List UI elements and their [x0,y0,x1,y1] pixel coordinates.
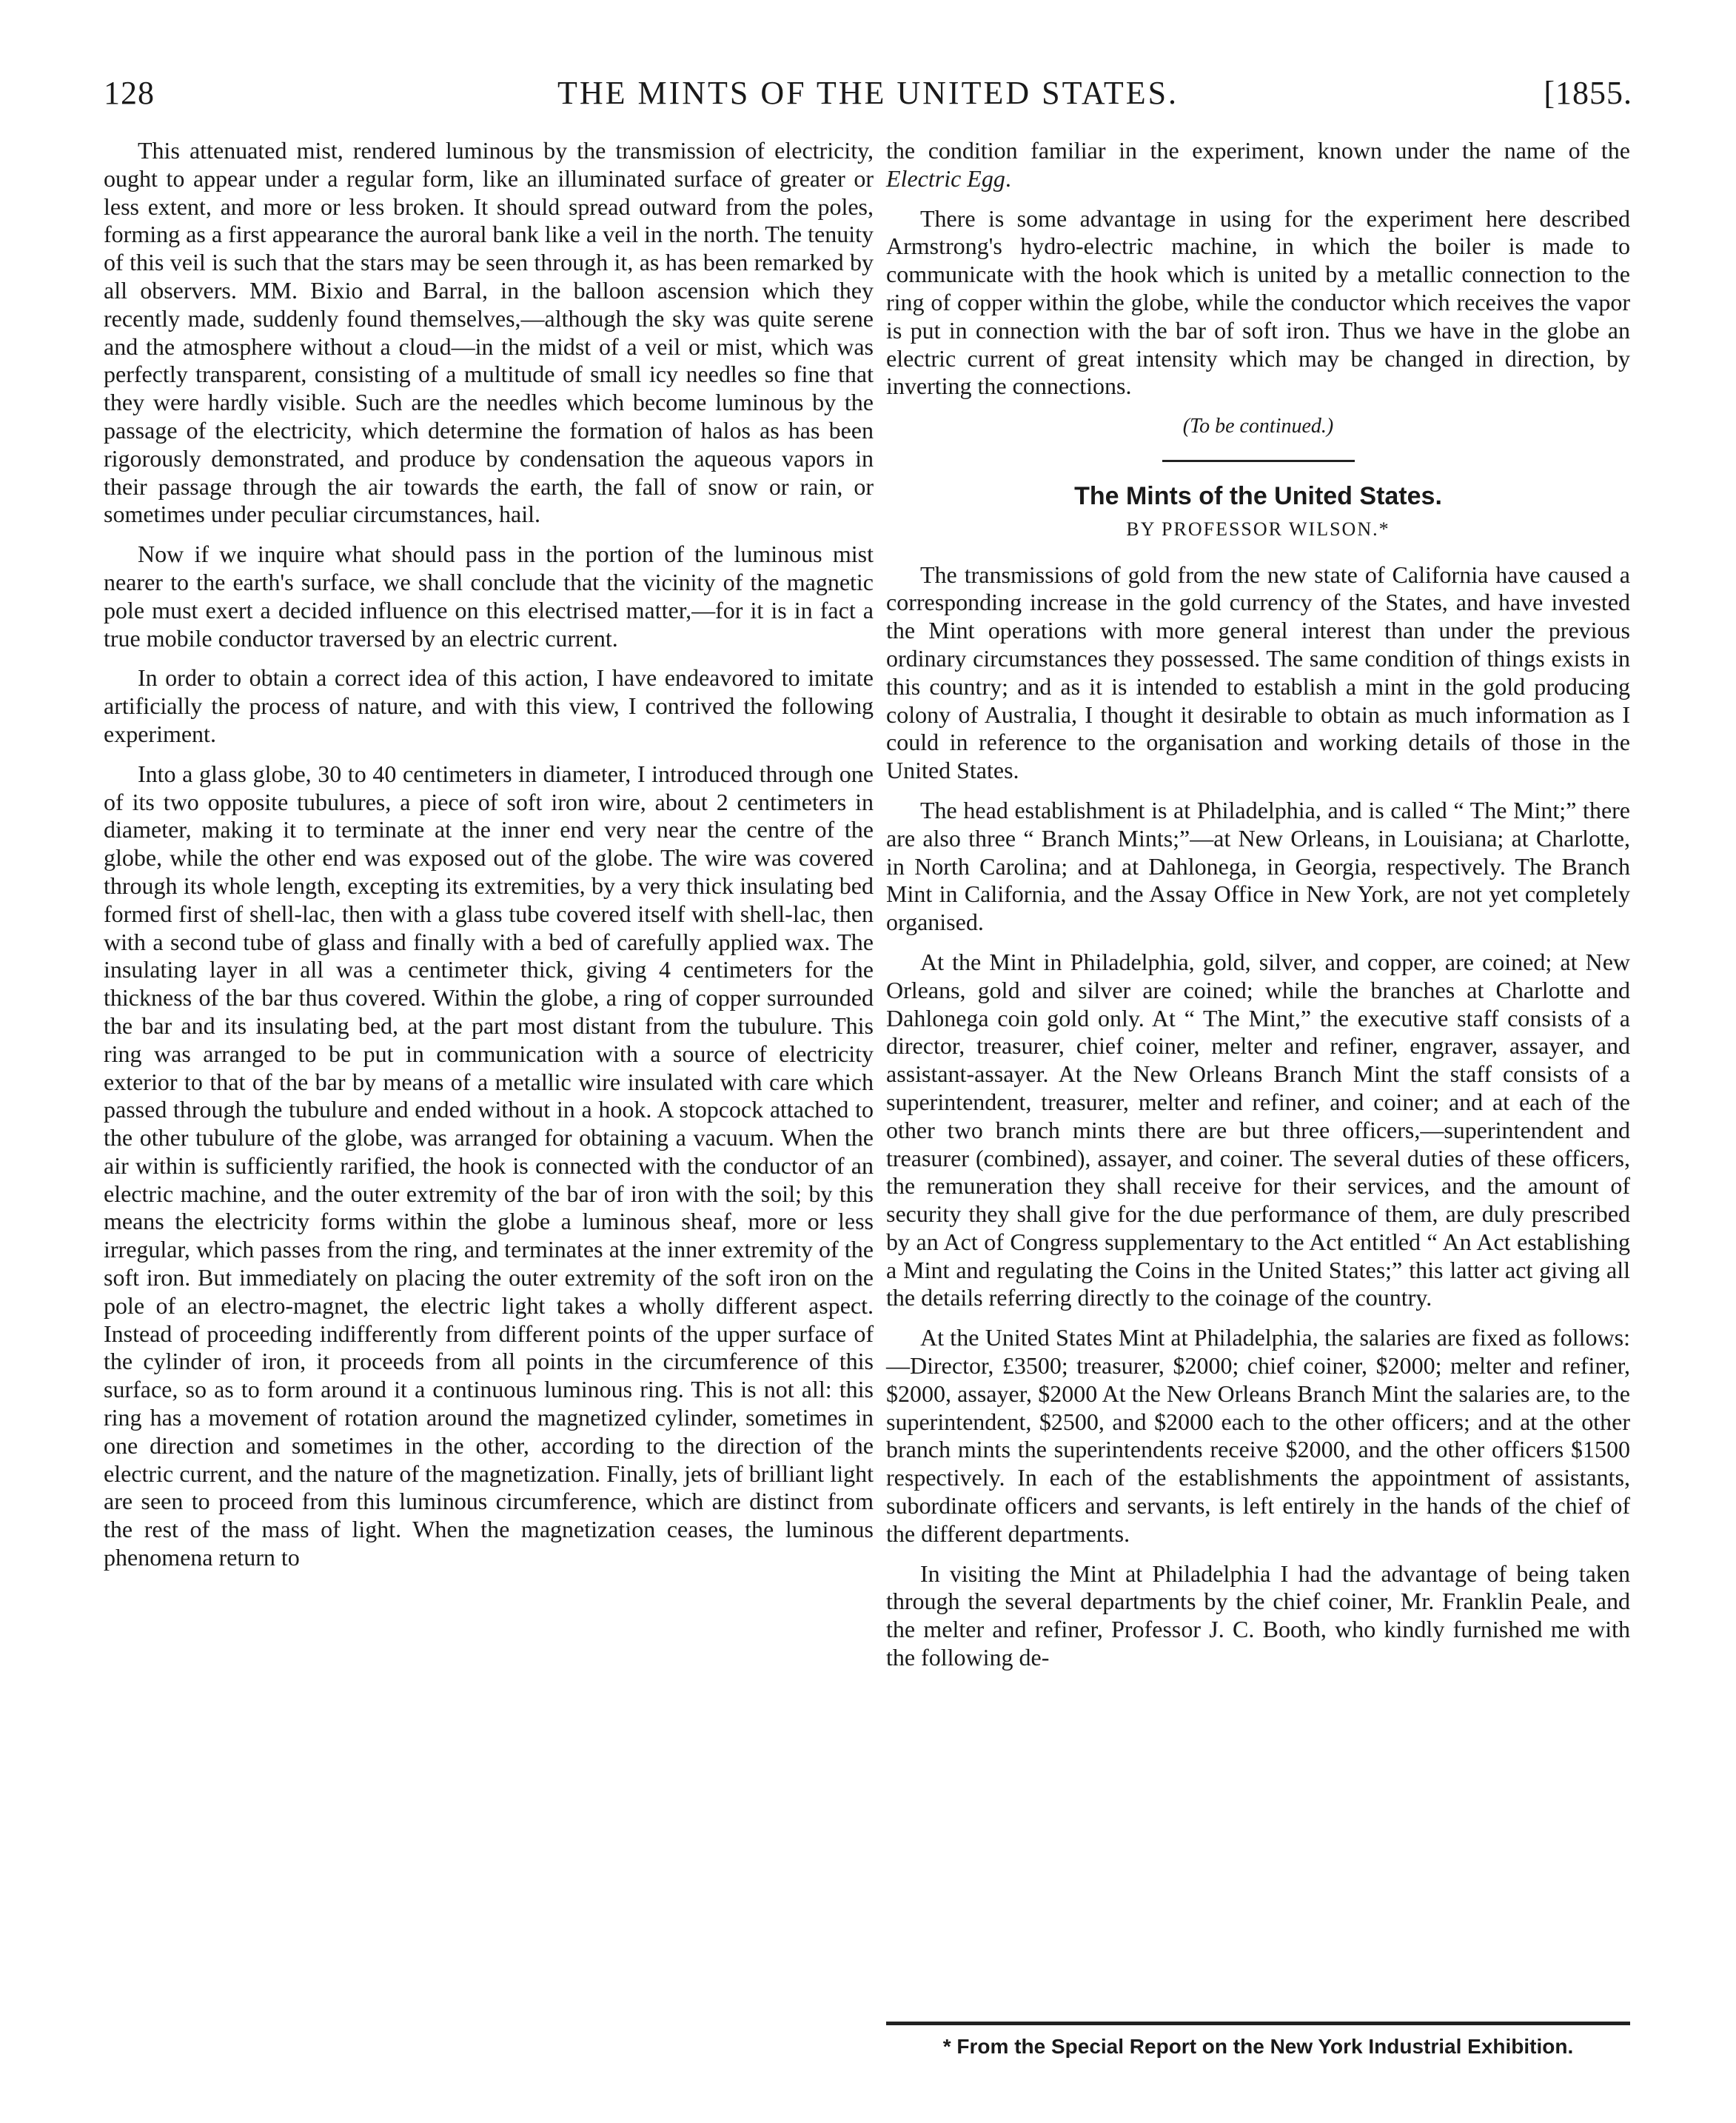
paragraph-visiting-mint: In visiting the Mint at Philadelphia I had the advantage of being taken through the several departments by the chief coiner, Mr. Franklin Peale, and the melter and refiner, Professor J. C. Booth, who kindly furnished me with the following de- [886,1559,1630,1671]
continuation-text: the condition familiar in the experiment, known under the name of the [886,137,1630,164]
running-head [104,74,1632,118]
to-be-continued-note: (To be continued.) [1182,415,1334,438]
paragraph-correct-idea: In order to obtain a correct idea of this action, I have endeavored to imitate artificially the process of nature, and with this view, I contrived the following experiment. [104,664,874,747]
running-title: THE MINTS OF THE UNITED STATES. [557,75,1179,111]
left-column [104,137,874,1584]
paragraph-continuation [886,137,1630,193]
article-byline: BY PROFESSOR WILSON.* [1126,518,1390,540]
paragraph-gold-transmissions: The transmissions of gold from the new state of California have caused a corresponding increase in the gold currency of the States, and have invested the Mint operations with more general interest than under the previous ordinary circumstances they possessed. The same condition of things exists in this country; and as it is intended to establish a mint in the gold producing colony of Australia, I thought it desirable to obtain as much information as I could in reference to the organisation and working details of those in the United States. [886,561,1630,784]
paragraph-mint-staff: At the Mint in Philadelphia, gold, silver, and copper, are coined; at New Orleans, gold and silver are coined; while the branches at Charlotte and Dahlonega coin gold only. At “ The Mint,” the executive staff consists of a director, treasurer, chief coiner, melter and refiner, engraver, assayer, and assistant-assayer. At the New Orleans Branch Mint the staff consists of a superintendent, treasurer, melter and refiner, and coiner; and at each of the other two branch mints there are but three officers,—superintendent and treasurer (combined), assayer, and coiner. The several duties of these officers, the remuneration they shall receive for their services, and the amount of security they shall give for the due performance of them, are duly prescribed by an Act of Congress supplementary to the Act entitled “ An Act establishing a Mint and regulating the Coins in the United States;” this latter act giving all the details referring directly to the coinage of the country. [886,948,1630,1311]
continuation-end: . [1005,164,1011,192]
page-number: 128 [104,75,155,111]
paragraph-armstrong-machine: There is some advantage in using for the experiment here described Armstrong's hydro-electric machine, in which the boiler is made to communicate with the hook which is united by a metallic connection to the ring of copper within the globe, while the conductor which receives the vapor is put in connection with the bar of soft iron. Thus we have in the globe an electric current of great intensity which may be changed in direction, by inverting the connections. [886,204,1630,400]
electric-egg-term: Electric Egg [886,164,1005,192]
paragraph-glass-globe-experiment: Into a glass globe, 30 to 40 centimeters in diameter, I introduced through one of its two opposite tubulures, a piece of soft iron wire, about 2 centimeters in diameter, making it to terminate at the inner end very near the centre of the globe, while the other end was exposed out of the globe. The wire was covered through its whole length, excepting its extremities, by a very thick insulating bed formed first of shell-lac, then with a glass tube covered itself with shell-lac, then with a second tube of glass and finally with a bed of carefully applied wax. The insulating layer in all was a centimeter thick, giving 4 centimeters for the thickness of the bar thus covered. Within the globe, a ring of copper surrounded the bar and its insulating bed, at the part most distant from the tubulure. This ring was arranged to be put in communication with a source of electricity exterior to that of the bar by means of a metallic wire insulated with care which passed through the tubulure and ended without in a hook. A stopcock attached to the other tubulure of the globe, was arranged for obtaining a vacuum. When the air within is sufficiently rarified, the hook is connected with the conductor of an electric machine, and the outer extremity of the bar of iron with the soil; by this means the electricity forms within the globe a luminous sheaf, more or less irregular, which passes from the ring, and terminates at the inner extremity of the soft iron. But immediately on placing the outer extremity of the soft iron on the pole of an electro-magnet, the electric light takes a wholly different aspect. Instead of proceeding indifferently from different points of the upper surface of the cylinder of iron, it proceeds from all points in the circumference of this surface, so as to form around it a continuous luminous ring. This is not all: this ring has a movement of rotation around the magnetized cylinder, sometimes in one direction and sometimes in the other, according to the direction of the electric current, and the nature of the magnetization. Finally, jets of brilliant light are seen to proceed from this luminous circumference, which are distinct from the rest of the mass of light. When the magnetization ceases, the luminous phenomena return to [104,760,874,1571]
section-divider [1162,460,1355,462]
right-column [886,137,1630,1684]
footnote: * From the Special Report on the New York Industrial Exhibition. [942,2035,1574,2058]
paragraph-luminous-mist: Now if we inquire what should pass in the portion of the luminous mist nearer to the earth's surface, we shall conclude that the vicinity of the magnetic pole must exert a decided influence on this electrised matter,—for it is in fact a true mobile conductor traversed by an electric current. [104,541,874,652]
footnote-rule [886,2022,1630,2025]
running-year: [1855. [1544,75,1632,111]
article-title: The Mints of the United States. [1074,481,1442,510]
paragraph-salaries: At the United States Mint at Philadelphia, the salaries are fixed as follows:—Director, £3500; treasurer, $2000; chief coiner, $2000; melter and refiner, $2000, assayer, $2000 At the New Orleans Branch Mint the salaries are, to the superintendent, $2500, and $2000 each to the other officers; and at the other branch mints the superintendents receive $2000, and the other officers $1500 respectively. In each of the establishments the appointment of assistants, subordinate officers and servants, is left entirely in the hands of the chief of the different departments. [886,1324,1630,1547]
paragraph-attenuated-mist: This attenuated mist, rendered luminous by the transmission of electricity, ought to appear under a regular form, like an illuminated surface of greater or less extent, and more or less broken. It should spread outward from the poles, forming as a first appearance the auroral bank like a veil in the north. The tenuity of this veil is such that the stars may be seen through it, as has been remarked by all observers. MM. Bixio and Barral, in the balloon ascension which they recently made, suddenly found themselves,—although the sky was quite serene and the atmosphere without a cloud—in the midst of a veil or mist, which was perfectly transparent, consisting of a multitude of small icy needles so fine that they were hardly visible. Such are the needles which become luminous by the passage of the electricity, which determine the formation of halos as has been rigorously demonstrated, and produce by condensation the aqueous vapors in their passage through the air towards the earth, the fall of snow or rain, or sometimes under peculiar circumstances, hail. [104,137,874,528]
paragraph-head-establishment: The head establishment is at Philadelphia, and is called “ The Mint;” there are also three “ Branch Mints;”—at New Orleans, in Louisiana; at Charlotte, in North Carolina; and at Dahlonega, in Georgia, respectively. The Branch Mint in California, and the Assay Office in New York, are not yet completely organised. [886,796,1630,936]
